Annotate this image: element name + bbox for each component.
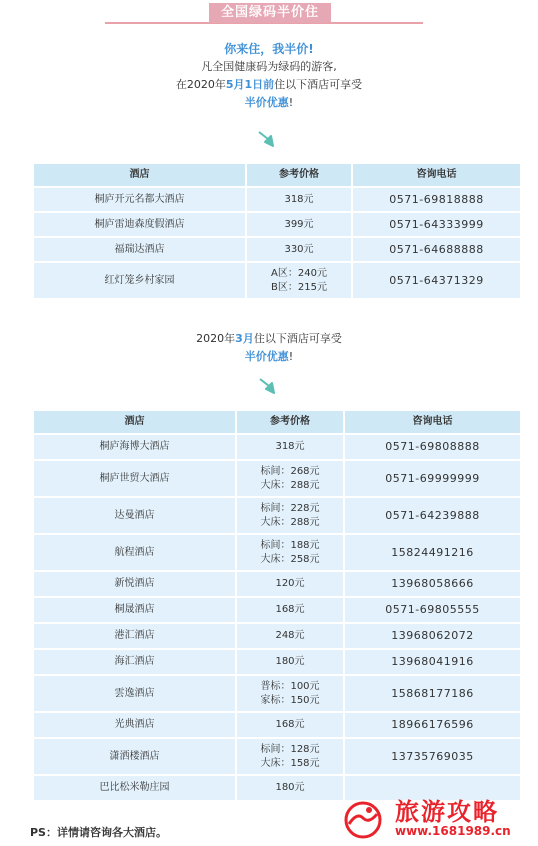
price-line: 普标：100元 bbox=[260, 680, 320, 692]
table-row bbox=[33, 434, 521, 460]
intro-discount-highlight: 半价优惠 bbox=[244, 96, 289, 109]
hotel-name: 红灯笼乡村家园 bbox=[33, 262, 246, 299]
intro-line-2: 凡全国健康码为绿码的游客, bbox=[201, 60, 337, 73]
hotel-name: 航程酒店 bbox=[33, 534, 236, 571]
column-header: 酒店 bbox=[33, 163, 246, 187]
price-cell bbox=[236, 597, 344, 623]
table-row bbox=[33, 534, 521, 571]
price-line: 大床：258元 bbox=[260, 553, 320, 565]
price-line: 120元 bbox=[275, 578, 305, 589]
table-row bbox=[33, 237, 521, 262]
price-cell bbox=[246, 187, 352, 212]
table-row bbox=[33, 597, 521, 623]
price-line: 168元 bbox=[275, 719, 305, 730]
table-row bbox=[33, 460, 521, 497]
phone-number: 0571-64371329 bbox=[352, 262, 521, 299]
phone-number: 13735769035 bbox=[344, 738, 521, 775]
price-line: 大床：288元 bbox=[260, 516, 320, 528]
phone-number: 0571-69805555 bbox=[344, 597, 521, 623]
table-row bbox=[33, 187, 521, 212]
price-cell bbox=[246, 262, 352, 299]
table-row bbox=[33, 262, 521, 299]
intro-line-3-prefix: 在2020年 bbox=[175, 78, 226, 91]
price-line: 318元 bbox=[275, 441, 305, 452]
price-cell bbox=[236, 571, 344, 597]
price-cell bbox=[236, 712, 344, 738]
watermark-title: 旅游攻略 bbox=[395, 797, 499, 826]
hotel-name: 新悦酒店 bbox=[33, 571, 236, 597]
column-header: 参考价格 bbox=[236, 410, 344, 434]
table-row bbox=[33, 212, 521, 237]
hotel-name: 海汇酒店 bbox=[33, 649, 236, 675]
price-line: 大床：158元 bbox=[260, 757, 320, 769]
phone-number: 0571-69808888 bbox=[344, 434, 521, 460]
table-row bbox=[33, 738, 521, 775]
price-line: 318元 bbox=[284, 193, 314, 205]
down-arrow-icon bbox=[258, 377, 278, 395]
intro2-line-1 bbox=[0, 330, 538, 348]
hotel-name: 桐庐海博大酒店 bbox=[33, 434, 236, 460]
price-line: 330元 bbox=[284, 243, 314, 255]
intro2-line-1-prefix: 2020年 bbox=[196, 332, 236, 345]
price-line: 标间：228元 bbox=[260, 502, 320, 514]
intro-slogan: 你来住，我半价! bbox=[224, 42, 314, 56]
price-cell bbox=[236, 534, 344, 571]
price-line: 248元 bbox=[275, 630, 305, 641]
price-line: 180元 bbox=[275, 782, 305, 793]
price-cell bbox=[236, 460, 344, 497]
intro-line-4 bbox=[0, 94, 538, 112]
table-row bbox=[33, 623, 521, 649]
page-title: 全国绿码半价住 bbox=[209, 3, 331, 23]
price-cell bbox=[236, 775, 344, 801]
table-row bbox=[33, 675, 521, 712]
price-line: 399元 bbox=[284, 218, 314, 230]
intro-line-3 bbox=[0, 76, 538, 94]
price-cell bbox=[236, 497, 344, 534]
intro2-month-highlight: 3月 bbox=[235, 332, 254, 345]
intro-line-3-suffix: 住以下酒店可享受 bbox=[274, 78, 363, 91]
hotel-name: 福瑞达酒店 bbox=[33, 237, 246, 262]
phone-number: 13968062072 bbox=[344, 623, 521, 649]
phone-number: 15868177186 bbox=[344, 675, 521, 712]
hotel-name: 港汇酒店 bbox=[33, 623, 236, 649]
price-line: 标间：128元 bbox=[260, 743, 320, 755]
column-header: 酒店 bbox=[33, 410, 236, 434]
hotel-name: 桐晟酒店 bbox=[33, 597, 236, 623]
intro-section-1 bbox=[0, 40, 538, 112]
intro2-line-2 bbox=[0, 348, 538, 366]
intro2-line-2-suffix: ! bbox=[288, 350, 294, 363]
price-line: 大床：288元 bbox=[260, 479, 320, 491]
phone-number: 0571-69999999 bbox=[344, 460, 521, 497]
price-line: 家标：150元 bbox=[260, 694, 320, 706]
price-cell bbox=[236, 649, 344, 675]
price-line: B区：215元 bbox=[271, 281, 327, 293]
price-cell bbox=[236, 675, 344, 712]
down-arrow-icon bbox=[257, 130, 277, 148]
intro2-line-1-suffix: 住以下酒店可享受 bbox=[253, 332, 342, 345]
price-line: 180元 bbox=[275, 656, 305, 667]
phone-number: 0571-64688888 bbox=[352, 237, 521, 262]
phone-number: 0571-69818888 bbox=[352, 187, 521, 212]
table-row bbox=[33, 649, 521, 675]
intro-line-4-suffix: ! bbox=[288, 96, 294, 109]
intro-section-2 bbox=[0, 330, 538, 366]
hotel-name: 桐庐世贸大酒店 bbox=[33, 460, 236, 497]
hotel-name: 桐庐雷迪森度假酒店 bbox=[33, 212, 246, 237]
table-header-row bbox=[33, 163, 521, 187]
hotel-name: 雲逸酒店 bbox=[33, 675, 236, 712]
phone-number: 15824491216 bbox=[344, 534, 521, 571]
price-line: 标间：188元 bbox=[260, 539, 320, 551]
hotel-table-may bbox=[32, 162, 522, 300]
price-cell bbox=[236, 623, 344, 649]
price-line: A区：240元 bbox=[271, 267, 327, 279]
phone-number: 18966176596 bbox=[344, 712, 521, 738]
hotel-name: 光典酒店 bbox=[33, 712, 236, 738]
table-row bbox=[33, 712, 521, 738]
table-header-row bbox=[33, 410, 521, 434]
site-watermark bbox=[333, 792, 533, 846]
intro-date-highlight: 5月1日前 bbox=[225, 78, 275, 91]
phone-number: 0571-64239888 bbox=[344, 497, 521, 534]
table-row bbox=[33, 497, 521, 534]
column-header: 咨询电话 bbox=[352, 163, 521, 187]
price-cell bbox=[246, 212, 352, 237]
price-line: 168元 bbox=[275, 604, 305, 615]
price-line: 标间：268元 bbox=[260, 465, 320, 477]
ps-note: PS：详情请咨询各大酒店。 bbox=[30, 826, 167, 839]
hotel-name: 潇洒楼酒店 bbox=[33, 738, 236, 775]
column-header: 参考价格 bbox=[246, 163, 352, 187]
hotel-name: 达曼酒店 bbox=[33, 497, 236, 534]
price-cell bbox=[236, 434, 344, 460]
price-cell bbox=[236, 738, 344, 775]
hotel-table-march bbox=[32, 409, 522, 802]
phone-number: 13968041916 bbox=[344, 649, 521, 675]
phone-number: 0571-64333999 bbox=[352, 212, 521, 237]
table-row bbox=[33, 571, 521, 597]
page-header bbox=[0, 0, 538, 30]
column-header: 咨询电话 bbox=[344, 410, 521, 434]
phone-number: 13968058666 bbox=[344, 571, 521, 597]
hotel-name: 巴比松米勒庄园 bbox=[33, 775, 236, 801]
watermark-logo-icon bbox=[333, 794, 393, 840]
watermark-url: www.1681989.cn bbox=[395, 824, 511, 838]
hotel-name: 桐庐开元名都大酒店 bbox=[33, 187, 246, 212]
intro2-discount-highlight: 半价优惠 bbox=[244, 350, 289, 363]
price-cell bbox=[246, 237, 352, 262]
